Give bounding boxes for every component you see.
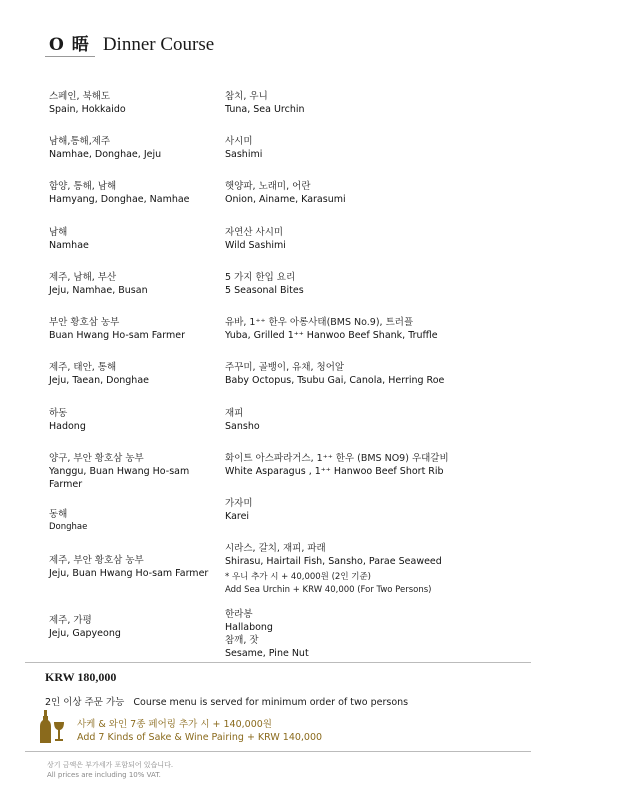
dish-en: Sansho (225, 421, 260, 432)
origin-en: Hamyang, Donghae, Namhae (49, 194, 190, 205)
dish-ko: 재피 (225, 408, 244, 419)
pairing-offer-ko: 사케 & 와인 7종 페어링 추가 시 + 140,000원 (77, 719, 272, 730)
course-price: KRW 180,000 (45, 670, 117, 684)
origin-en: Jeju, Taean, Donghae (49, 375, 149, 386)
dish-ko: 햇양파, 노래미, 어란 (225, 181, 311, 192)
origin-en: Jeju, Buan Hwang Ho-sam Farmer (49, 568, 209, 579)
origin-en: Hadong (49, 421, 86, 432)
header-underline (45, 56, 95, 57)
origin-ko: 양구, 부안 황호삼 농부 (49, 453, 144, 464)
menu-header (49, 30, 569, 56)
restaurant-logo: O 晤 (49, 35, 90, 55)
vat-notice-ko: 상기 금액은 부가세가 포함되어 있습니다. (47, 761, 174, 769)
origin-ko: 제주, 남해, 부산 (49, 272, 117, 283)
origin-ko: 제주, 가평 (49, 615, 92, 626)
origin-en: Jeju, Gapyeong (49, 628, 121, 639)
origin-en: Namhae (49, 240, 89, 251)
origin-ko: 남해 (49, 227, 68, 238)
origin-ko: 부안 황호삼 농부 (49, 317, 120, 328)
wine-glass-icon (54, 722, 64, 741)
vat-notice-en: All prices are including 10% VAT. (47, 771, 161, 779)
page-title: Dinner Course (102, 34, 215, 55)
pairing-offer-en: Add 7 Kinds of Sake & Wine Pairing + KRW 140,000 (77, 732, 323, 743)
dish-ko: 유바, 1⁺⁺ 한우 아롱사태(BMS No.9), 트러플 (225, 317, 414, 328)
origin-ko: 하동 (49, 408, 68, 419)
add-on-note-en: Add Sea Urchin + KRW 40,000 (For Two Persons) (225, 585, 432, 595)
dish-en: 5 Seasonal Bites (225, 285, 304, 296)
origin-ko: 남해,통해,제주 (49, 136, 111, 147)
minimum-order-note (45, 694, 408, 708)
dish-en-2: Sesame, Pine Nut (225, 648, 309, 659)
dish-en: Baby Octopus, Tsubu Gai, Canola, Herring Roe (225, 375, 445, 386)
dish-ko: 화이트 아스파라거스, 1⁺⁺ 한우 (BMS NO9) 우대갈비 (225, 453, 449, 464)
dish-ko: 5 가지 한입 요리 (225, 272, 296, 283)
dish-ko-2: 참깨, 잣 (225, 635, 259, 646)
dish-ko: 주꾸미, 골뱅이, 유채, 청어알 (225, 362, 345, 373)
origin-en: Buan Hwang Ho-sam Farmer (49, 330, 185, 341)
origin-en: Namhae, Donghae, Jeju (49, 149, 162, 160)
wine-bottle-icon (40, 710, 74, 744)
dish-en: Karei (225, 511, 250, 522)
dish-en: Tuna, Sea Urchin (225, 104, 305, 115)
footer-divider (25, 751, 531, 752)
dish-en: White Asparagus , 1⁺⁺ Hanwoo Beef Short Rib (225, 466, 444, 477)
minimum-order-en: Course menu is served for minimum order of two persons (133, 697, 409, 708)
origin-ko: 제주, 태안, 통해 (49, 362, 117, 373)
origin-ko: 제주, 부안 황호삼 농부 (49, 555, 144, 566)
dish-en: Shirasu, Hairtail Fish, Sansho, Parae Seaweed (225, 556, 442, 567)
dish-en: Hallabong (225, 622, 273, 633)
origin-en: Spain, Hokkaido (49, 104, 126, 115)
vat-notice (47, 760, 173, 780)
dish-ko: 사시미 (225, 136, 253, 147)
origin-ko: 스페인, 북해도 (49, 91, 111, 102)
dish-ko: 가자미 (225, 498, 253, 509)
dish-ko: 한라봉 (225, 609, 253, 620)
dish-ko: 자연산 사시미 (225, 227, 284, 238)
origin-en: Jeju, Namhae, Busan (49, 285, 148, 296)
price-divider (25, 662, 531, 663)
origin-ko: 동해 (49, 509, 68, 520)
dish-ko: 참치, 우니 (225, 91, 268, 102)
dish-en: Wild Sashimi (225, 240, 286, 251)
dish-en: Sashimi (225, 149, 263, 160)
add-on-note-ko: * 우니 추가 시 + 40,000원 (2인 기준) (225, 572, 371, 582)
dish-ko: 시라스, 갈치, 재피, 파래 (225, 543, 326, 554)
dish-en: Yuba, Grilled 1⁺⁺ Hanwoo Beef Shank, Truffle (225, 330, 438, 341)
origin-en: Yanggu, Buan Hwang Ho-sam Farmer (49, 466, 190, 490)
origin-ko: 함양, 통해, 남해 (49, 181, 117, 192)
dish-en: Onion, Ainame, Karasumi (225, 194, 346, 205)
origin-en: Donghae (49, 522, 88, 532)
minimum-order-ko: 2인 이상 주문 가능 (45, 697, 125, 708)
